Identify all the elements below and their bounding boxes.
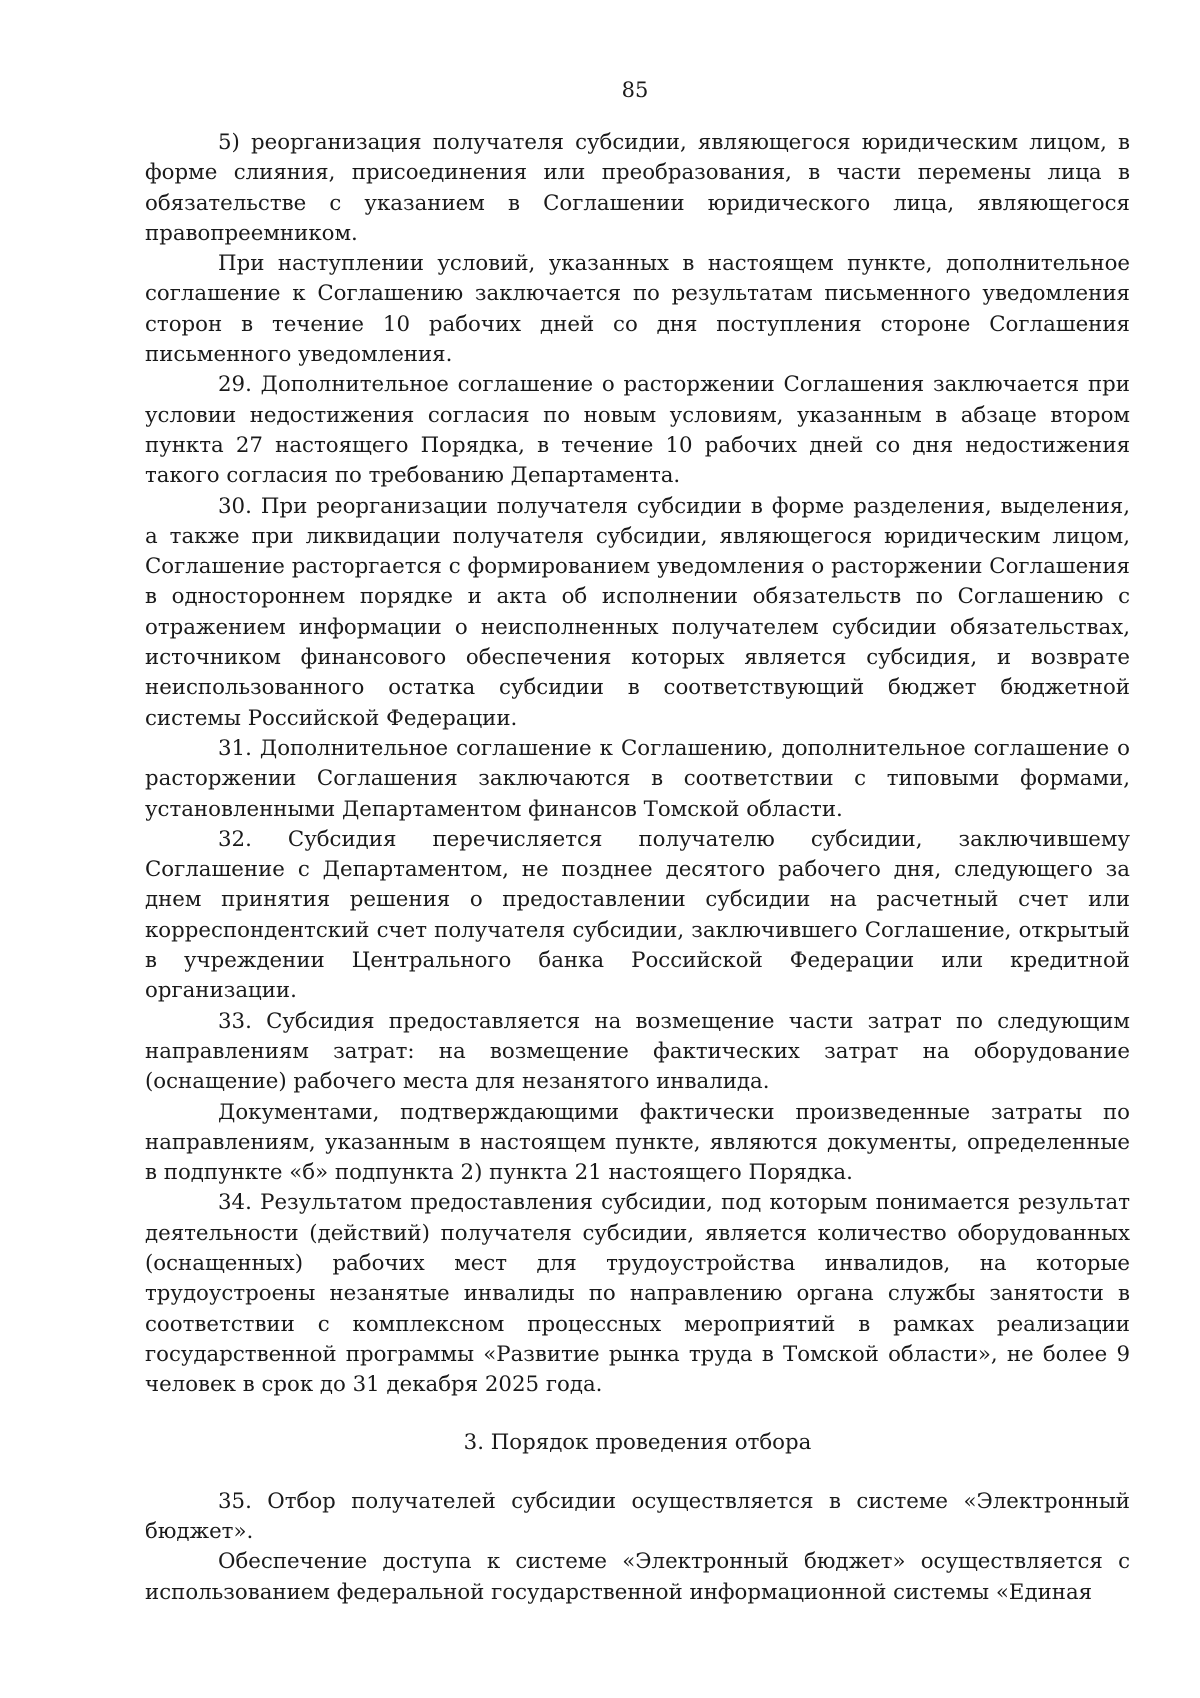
- paragraph-reorganization-item-5: 5) реорганизация получателя субсидии, являющегося юридическим лицом, в форме слияния, присоединения или преобразования, в части перемены лица в обязательстве с указанием в Соглашении юридического лица, являющегося правопреемником.: [145, 130, 1130, 246]
- page-number: 85: [621, 78, 649, 102]
- paragraph-access-provision: Обеспечение доступа к системе «Электронный бюджет» осуществляется с использованием федеральной государственной информационной системы «Единая: [145, 1549, 1130, 1605]
- paragraph-clause-30: 30. При реорганизации получателя субсидии в форме разделения, выделения, а также при ликвидации получателя субсидии, являющегося юридическим лицом, Соглашение расторгается с формированием уведомления о расторжении Соглашения в одностороннем порядке и акта об исполнении обязательств по Соглашению с отражением информации о неисполненных получателем субсидии обязательствах, источником финансового обеспечения которых является субсидия, и возврате неиспользованного остатка субсидии в соответствующий бюджет бюджетной системы Российской Федерации.: [145, 493, 1130, 731]
- paragraph-clause-32: 32. Субсидия перечисляется получателю субсидии, заключившему Соглашение с Департаментом, не позднее десятого рабочего дня, следующего за днем принятия решения о предоставлении субсидии на расчетный счет или корреспондентский счет получателя субсидии, заключившего Соглашение, открытый в учреждении Центрального банка Российской Федерации или кредитной организации.: [145, 826, 1130, 1004]
- paragraph-clause-31: 31. Дополнительное соглашение к Соглашению, дополнительное соглашение о расторжении Соглашения заключаются в соответствии с типовыми формами, установленными Департаментом финансов Томской области.: [145, 735, 1130, 822]
- paragraph-supporting-documents: Документами, подтверждающими фактически произведенные затраты по направлениям, указанным в настоящем пункте, являются документы, определенные в подпункте «б» подпункта 2) пункта 21 настоящего Порядка.: [145, 1099, 1130, 1186]
- paragraph-conditions-note: При наступлении условий, указанных в настоящем пункте, дополнительное соглашение к Соглашению заключается по результатам письменного уведомления сторон в течение 10 рабочих дней со дня поступления стороне Соглашения письменного уведомления.: [145, 251, 1130, 368]
- section-heading: 3. Порядок проведения отбора: [463, 1430, 812, 1456]
- document-body: [145, 128, 1130, 1608]
- paragraph-clause-33: 33. Субсидия предоставляется на возмещение части затрат по следующим направлениям затрат: на возмещение фактических затрат на оборудование (оснащение) рабочего места для незанятого инвалида.: [145, 1008, 1130, 1095]
- paragraph-clause-35: 35. Отбор получателей субсидии осуществляется в системе «Электронный бюджет».: [145, 1488, 1130, 1545]
- paragraph-clause-34: 34. Результатом предоставления субсидии, под которым понимается результат деятельности (действий) получателя субсидии, является количество оборудованных (оснащенных) рабочих мест для трудоустройства инвалидов, на которые трудоустроены незанятые инвалиды по направлению органа службы занятости в соответствии с комплексном процессных мероприятий в рамках реализации государственной программы «Развитие рынка труда в Томской области», не более 9 человек в срок до 31 декабря 2025 года.: [145, 1190, 1130, 1398]
- paragraph-clause-29: 29. Дополнительное соглашение о расторжении Соглашения заключается при условии недостижения согласия по новым условиям, указанным в абзаце втором пункта 27 настоящего Порядка, в течение 10 рабочих дней со дня недостижения такого согласия по требованию Департамента.: [145, 372, 1130, 489]
